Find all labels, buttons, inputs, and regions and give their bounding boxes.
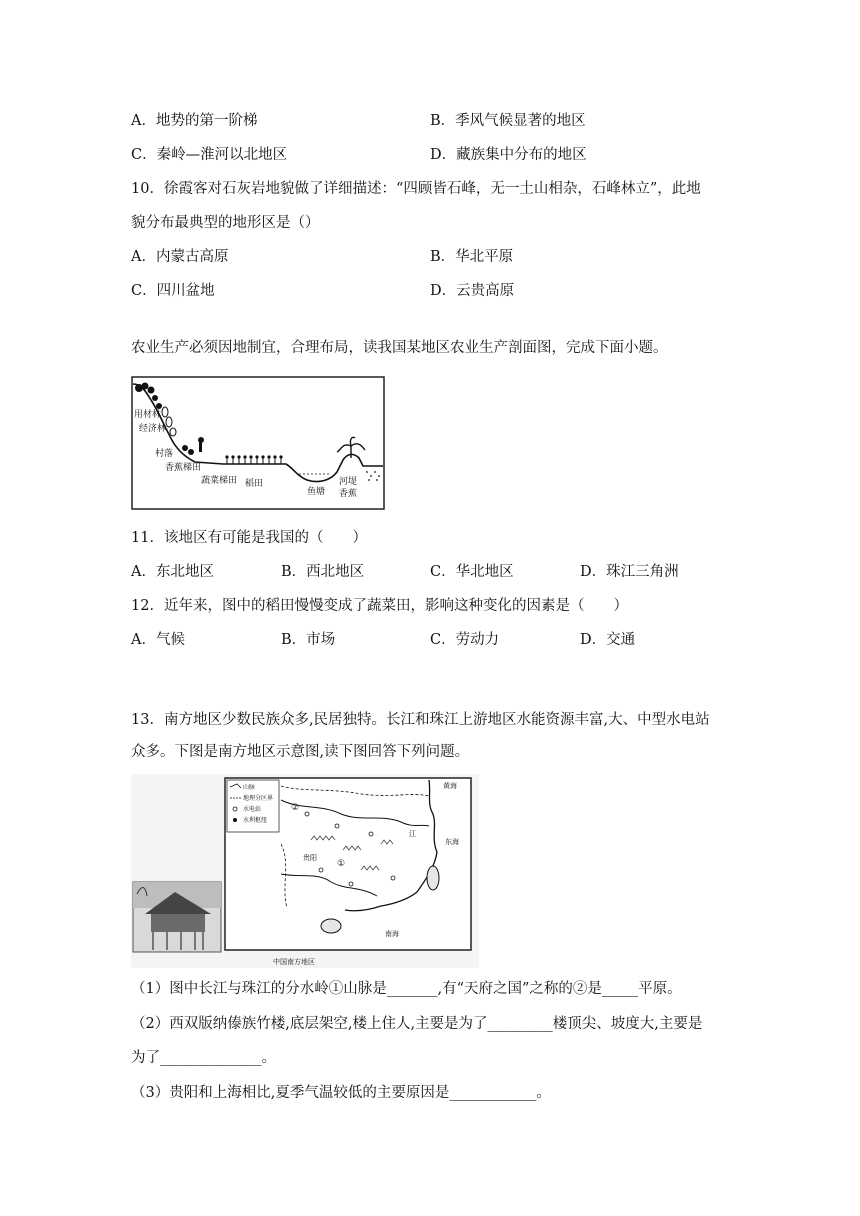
q13-stem-line2: 众多。下图是南方地区示意图,读下图回答下列问题。	[131, 744, 470, 760]
legend-dam: 水利枢纽	[243, 817, 268, 824]
label-south-sea: 南海	[385, 930, 399, 938]
label-rice: 稻田	[245, 479, 264, 489]
label-banana: 香蕉	[339, 489, 358, 499]
label-fishpond: 鱼塘	[307, 487, 326, 497]
bamboo-house-photo	[133, 882, 221, 952]
label-village: 村落	[155, 449, 174, 459]
legend-hydro: 水电站	[243, 806, 262, 813]
q9-option-c[interactable]: C．秦岭—淮河以北地区	[131, 147, 288, 163]
label-yellow-sea: 黄海	[443, 782, 457, 790]
q12-option-d[interactable]: D．交通	[580, 632, 636, 648]
q10-option-d[interactable]: D．云贵高原	[430, 283, 515, 299]
q11-option-c[interactable]: C．华北地区	[430, 564, 514, 580]
label-guiyang: 贵阳	[303, 854, 317, 862]
q11-option-d[interactable]: D．珠江三角洲	[580, 564, 679, 580]
q12-option-b[interactable]: B．市场	[281, 632, 336, 648]
q11-option-b[interactable]: B．西北地区	[281, 564, 365, 580]
map-caption: 中国南方地区	[273, 958, 315, 966]
label-east-sea: 东海	[445, 838, 459, 846]
intro-11-12: 农业生产必须因地制宜，合理布局，读我国某地区农业生产剖面图，完成下面小题。	[131, 340, 668, 356]
q10-option-a[interactable]: A．内蒙古高原	[131, 249, 229, 265]
q9-option-b[interactable]: B．季风气候显著的地区	[430, 113, 586, 129]
label-banana-terrace: 香蕉梯田	[165, 463, 202, 473]
q12-stem: 12．近年来，图中的稻田慢慢变成了蔬菜田，影响这种变化的因素是（ ）	[131, 598, 628, 614]
label-circle-2: ②	[291, 803, 300, 813]
agri-profile-figure	[131, 376, 385, 510]
legend-mountain: 山脉	[243, 784, 256, 791]
q11-stem: 11．该地区有可能是我国的（ ）	[131, 530, 367, 546]
q10-stem-line1: 10．徐霞客对石灰岩地貌做了详细描述：“四顾皆石峰，无一土山相杂，石峰林立”，此地	[131, 181, 701, 197]
label-dike: 河堤	[339, 477, 358, 487]
q10-option-b[interactable]: B．华北平原	[430, 249, 514, 265]
q9-option-d[interactable]: D．藏族集中分布的地区	[430, 147, 587, 163]
south-china-map-figure	[131, 774, 479, 968]
label-circle-1: ①	[337, 859, 346, 869]
label-jiang: 江	[409, 830, 416, 838]
q12-option-c[interactable]: C．劳动力	[430, 632, 500, 648]
q10-stem-line2: 貌分布最典型的地形区是（）	[131, 215, 320, 231]
q13-sub3: （3）贵阳和上海相比,夏季气温较低的主要原因是____________。	[131, 1085, 551, 1101]
q10-option-c[interactable]: C．四川盆地	[131, 283, 215, 299]
q9-option-a[interactable]: A．地势的第一阶梯	[131, 113, 258, 129]
q13-sub2-line1: （2）西双版纳傣族竹楼,底层架空,楼上住人,主要是为了_________楼顶尖、坡度大,主要是	[131, 1016, 703, 1032]
q13-sub1: （1）图中长江与珠江的分水岭①山脉是_______,有“天府之国”之称的②是_____平原。	[131, 981, 682, 997]
label-forest2: 经济林	[139, 424, 167, 434]
legend-boundary: 地理分区界	[243, 795, 274, 802]
q13-stem-line1: 13．南方地区少数民族众多,民居独特。长江和珠江上游地区水能资源丰富,大、中型水电站	[131, 712, 710, 728]
q11-option-a[interactable]: A．东北地区	[131, 564, 214, 580]
label-forest1: 用材林	[134, 410, 162, 420]
q13-sub2-line2: 为了______________。	[131, 1050, 276, 1066]
q12-option-a[interactable]: A．气候	[131, 632, 185, 648]
label-veg-terrace: 蔬菜梯田	[201, 476, 238, 486]
